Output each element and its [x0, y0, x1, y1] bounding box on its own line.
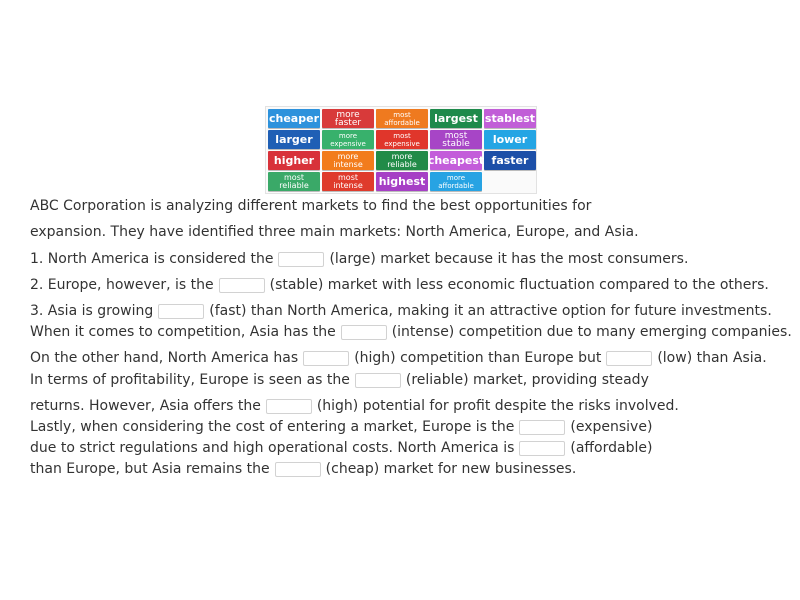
passage-text: (cheap) market for new businesses. — [325, 461, 577, 477]
tile-faster[interactable]: faster — [484, 151, 536, 170]
tile-most-reliable[interactable]: most reliable — [268, 172, 320, 191]
tile-more-reliable[interactable]: more reliable — [376, 151, 428, 170]
tile-highest[interactable]: highest — [376, 172, 428, 191]
passage-line-5 — [30, 301, 772, 321]
blank-1[interactable] — [278, 252, 324, 267]
blank-4[interactable] — [341, 325, 387, 340]
passage-line-2 — [30, 222, 639, 242]
tile-most-intense[interactable]: most intense — [322, 172, 374, 191]
passage-text: (large) market because it has the most consumers. — [329, 251, 689, 267]
blank-9[interactable] — [519, 420, 565, 435]
passage-line-6 — [30, 322, 792, 342]
passage-text: (reliable) market, providing steady — [405, 372, 649, 388]
passage-text: than Europe, but Asia remains the — [30, 461, 270, 477]
passage-text: Lastly, when considering the cost of entering a market, Europe is the — [30, 419, 515, 435]
blank-3[interactable] — [158, 304, 204, 319]
passage-text: 1. North America is considered the — [30, 251, 274, 267]
blank-11[interactable] — [275, 462, 321, 477]
tile-higher[interactable]: higher — [268, 151, 320, 170]
passage-line-10 — [30, 417, 652, 437]
passage-text: (high) competition than Europe but — [354, 350, 602, 366]
passage-text: expansion. They have identified three main markets: North America, Europe, and Asia. — [30, 224, 639, 240]
passage-text: (intense) competition due to many emerging companies. — [391, 324, 792, 340]
blank-2[interactable] — [219, 278, 265, 293]
blank-6[interactable] — [606, 351, 652, 366]
passage-line-7 — [30, 348, 767, 368]
passage-text: On the other hand, North America has — [30, 350, 299, 366]
passage-text: When it comes to competition, Asia has the — [30, 324, 336, 340]
passage-text: ABC Corporation is analyzing different markets to find the best opportunities for — [30, 198, 592, 214]
passage-text: (fast) than North America, making it an attractive option for future investments. — [209, 303, 772, 319]
passage-text: 2. Europe, however, is the — [30, 277, 214, 293]
passage-line-3 — [30, 249, 688, 269]
blank-7[interactable] — [355, 373, 401, 388]
blank-5[interactable] — [303, 351, 349, 366]
tile-lower[interactable]: lower — [484, 130, 536, 149]
passage-line-9 — [30, 396, 679, 416]
passage-line-4 — [30, 275, 769, 295]
tile-most-affordable[interactable]: most affordable — [376, 109, 428, 128]
passage-text: (stable) market with less economic fluctuation compared to the others. — [269, 277, 769, 293]
blank-10[interactable] — [519, 441, 565, 456]
tile-cheaper[interactable]: cheaper — [268, 109, 320, 128]
tile-more-expensive[interactable]: more expensive — [322, 130, 374, 149]
passage-line-12 — [30, 459, 576, 479]
tile-cheapest[interactable]: cheapest — [430, 151, 482, 170]
passage-text: returns. However, Asia offers the — [30, 398, 261, 414]
tile-most-expensive[interactable]: most expensive — [376, 130, 428, 149]
tile-larger[interactable]: larger — [268, 130, 320, 149]
passage-line-8 — [30, 370, 649, 390]
tile-most-stable[interactable]: most stable — [430, 130, 482, 149]
passage-text: (expensive) — [570, 419, 653, 435]
tile-more-affordable[interactable]: more affordable — [430, 172, 482, 191]
passage-text: 3. Asia is growing — [30, 303, 154, 319]
blank-8[interactable] — [266, 399, 312, 414]
tile-more-faster[interactable]: more faster — [322, 109, 374, 128]
passage-line-1 — [30, 196, 591, 216]
tile-largest[interactable]: largest — [430, 109, 482, 128]
tile-stablest[interactable]: stablest — [484, 109, 536, 128]
tile-more-intense[interactable]: more intense — [322, 151, 374, 170]
passage-text: due to strict regulations and high operational costs. North America is — [30, 440, 515, 456]
passage-text: In terms of profitability, Europe is seen as the — [30, 372, 350, 388]
passage-text: (affordable) — [570, 440, 653, 456]
passage-text: (low) than Asia. — [657, 350, 767, 366]
passage-line-11 — [30, 438, 652, 458]
passage-text: (high) potential for profit despite the risks involved. — [316, 398, 679, 414]
word-bank — [265, 106, 537, 194]
